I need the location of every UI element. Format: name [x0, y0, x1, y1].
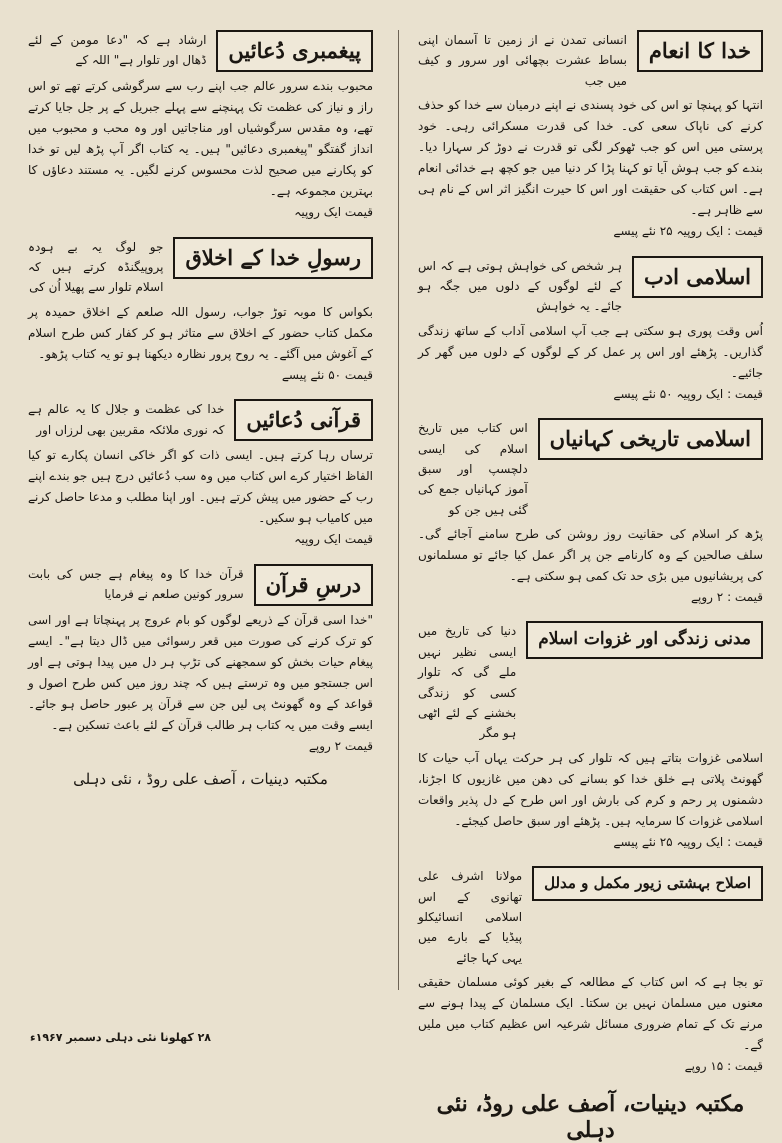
- ad-title: خدا کا انعام: [637, 30, 763, 72]
- ad-price: قیمت : ۱۵ روپے: [684, 1059, 763, 1074]
- ad-price: قیمت ۵۰ نئے پیسے: [281, 367, 373, 382]
- ad-khuda-ka-inaam: [418, 30, 763, 242]
- ad-behishti-zewar: [418, 866, 763, 1076]
- left-column: [28, 30, 373, 788]
- right-column: [418, 30, 763, 1143]
- ad-price: قیمت ۲ روپے: [308, 739, 373, 754]
- ad-price: قیمت : ایک روپیہ ۲۵ نئے پیسے: [613, 834, 763, 849]
- ad-price: قیمت : ایک روپیہ ۲۵ نئے پیسے: [613, 224, 763, 239]
- publisher-name: مکتبہ دینیات، آصف علی روڈ، نئی دہلی: [436, 1090, 745, 1143]
- ad-body: انتہا کو پہنچا تو اس کی خود پسندی نے اپنے درمیان سے خدا کو حذف کرنے کی ناپاک سعی کی۔ خدا کی قدرت مسکرائی رہی۔ خود پرستی میں اس کو جب ٹھوکر لگی تو قدرت نے دوڑ کر سہارا دیا۔ بندے کو جب ہوش آیا تو کہنا پڑا کر دنیا میں جو کچھ ہے خدائی انعام ہے۔ اس کتاب کی حقیقت اور اس کا حیرت انگیز اثر اس کے نام ہی سے ظاہر ہے۔: [418, 98, 763, 218]
- ad-title: مدنی زندگی اور غزوات اسلام: [526, 621, 763, 658]
- ad-body: اُس وقت پوری ہو سکتی ہے جب آپ اسلامی آداب کے ساتھ زندگی گذاریں۔ پڑھئے اور اس پر عمل کر کے لوگوں کے دلوں میں گھر کر جائیے۔: [418, 323, 763, 380]
- ad-intro: جو لوگ یہ بے ہودہ پروپیگنڈہ کرتے ہیں کہ اسلام تلوار سے پھیلا اُن کی: [28, 239, 164, 295]
- ad-price: قیمت : ۲ روپے: [691, 590, 763, 605]
- ad-body: تو بجا ہے کہ اس کتاب کے مطالعہ کے بغیر کوئی مسلمان حقیقی معنوں میں مسلمان نہیں بن سکتا۔ ایک مسلمان کے پیدا ہونے سے مرنے تک کے تمام ضروری مسائل شرعیہ اس عظیم کتاب میں ملیں گے۔: [418, 975, 763, 1053]
- ad-madani-zindagi: [418, 621, 763, 852]
- ad-paighambari-duain: [28, 30, 373, 223]
- ad-title: پیغمبری دُعائیں: [216, 30, 373, 72]
- ad-islami-tareekhi-kahaniyan: [418, 418, 763, 607]
- ad-body: اسلامی غزوات بتاتے ہیں کہ تلوار کی ہر حرکت یہاں آب حیات کا گھونٹ پلاتی ہے خلق خدا کو بسانے کی دھن میں غازیوں کا اجڑنا، دشمنوں پر رحم و کرم کی بارش اور اس طرح کے دل پذیر واقعات اسلامی غزوات کا سرمایہ ہیں۔ پڑھئے اور سبق حاصل کیجئے۔: [418, 750, 763, 828]
- ad-title: درسِ قرآن: [254, 564, 373, 606]
- ad-body: محبوب بندے سرور عالم جب اپنے رب سے سرگوشی کرتے تھے تو اس راز و نیاز کی عظمت تک پہنچنے سے پہلے جبریل کے پر جل جایا کرتے تھے، وہ مقدس سرگوشیاں اور مناجاتیں اور وہ محب و محبوب میں انداز گفتگو "پیغمبری دعائیں" ہیں۔ یہ کتاب اگر آپ پڑھ لیں تو خدا کو پکارنے میں صحیح لذت محسوس کرنے لگیں۔ یہ مستند دعاؤں کا بہترین مجموعہ ہے۔: [28, 79, 373, 199]
- ad-islami-adab: [418, 256, 763, 405]
- ad-intro: ارشاد ہے کہ "دعا مومن کے لئے ڈھال اور تلوار ہے" اللہ کے: [28, 33, 207, 68]
- ad-body: "خدا اسی قرآن کے ذریعے لوگوں کو بام عروج پر پہنچاتا ہے اور اسی کو ترک کرنے کی صورت میں قعر رسوائی میں ڈال دیتا ہے"۔ ایسے پیغام حیات بخش کو سمجھنے کی تڑپ ہر دل میں پیدا ہوتی ہے اور اس جستجو میں وہ ترستے ہیں کہ چند روز میں کس طرح اصول و قواعد کے وہ گھونٹ پی لیں جن سے قرآن پر عبور حاصل ہو جائے۔ ایسے وقت میں یہ کتاب ہر طالب قرآن کے لئے باعث تسکین ہے۔: [28, 613, 373, 733]
- ad-rasool-e-khuda-ke-akhlaq: [28, 237, 373, 386]
- column-divider: [398, 30, 399, 990]
- ad-title: قرآنی دُعائیں: [234, 399, 373, 441]
- ad-intro: ہر شخص کی خواہش ہوتی ہے کہ اس کے لئے لوگوں کے دلوں میں جگہ ہو جائے۔ یہ خواہش: [418, 258, 623, 314]
- ad-title: اصلاح بہشتی زیور مکمل و مدلل: [532, 866, 763, 901]
- ad-body: بکواس کا موبہ توڑ جواب، رسول اللہ صلعم کے اخلاق حمیدہ پر مکمل کتاب حضور کے اخلاق سے متاثر ہو کر کفار کس طرح اسلام کے آغوش میں آگئے۔ یہ روح پرور نظارہ دیکھنا ہو تو یہ کتاب پڑھو۔: [28, 304, 373, 361]
- page-footer: ۲۸ کھلونا نئی دہلی دسمبر ۱۹۶۷ء: [30, 1031, 212, 1044]
- ad-intro: مولانا اشرف علی تھانوی کے اس اسلامی انسائیکلو پیڈیا کے بارے میں یہی کہا جائے: [418, 869, 523, 965]
- ad-title: اسلامی ادب: [632, 256, 763, 298]
- ad-price: قیمت : ایک روپیہ ۵۰ نئے پیسے: [613, 386, 763, 401]
- ad-dars-e-quran: [28, 564, 373, 757]
- ad-intro: خدا کی عظمت و جلال کا یہ عالم ہے کہ نوری ملائکہ مقربین بھی لرزاں اور: [28, 402, 225, 437]
- ad-price: قیمت ایک روپیہ: [294, 532, 373, 547]
- ad-price: قیمت ایک روپیہ: [294, 205, 373, 220]
- ad-intro: قرآن خدا کا وہ پیغام ہے جس کی بابت سرور کونین صلعم نے فرمایا: [28, 566, 244, 602]
- ad-body: پڑھ کر اسلام کی حقانیت روز روشن کی طرح سامنے آجائے گی۔ سلف صالحین کے وہ کارنامے جن پر اگر عمل کیا جائے تو مسلمانوں کی پریشانیوں میں بڑی حد تک کمی ہو سکتی ہے۔: [418, 527, 763, 584]
- ad-title: رسولِ خدا کے اخلاق: [173, 237, 373, 279]
- ad-intro: دنیا کی تاریخ میں ایسی نظیر نہیں ملے گی کہ تلوار کسی کو زندگی بخشنے کے لئے اٹھی ہو مگر: [418, 624, 517, 741]
- ad-intro: اس کتاب میں تاریخ اسلام کی ایسی دلچسپ اور سبق آموز کہانیاں جمع کی گئی ہیں جن کو: [418, 421, 528, 517]
- ad-qurani-duain: [28, 399, 373, 550]
- ad-intro: انسانی تمدن نے از زمین تا آسمان اپنی بساط عشرت بچھائی اور سرور و کیف میں جب: [418, 33, 627, 88]
- ad-title: اسلامی تاریخی کہانیاں: [538, 418, 763, 460]
- publisher-name: مکتبہ دینیات ، آصف علی روڈ ، نئی دہلی: [73, 770, 328, 789]
- ad-body: ترساں رہا کرتے ہیں۔ ایسی ذات کو اگر خاکی انسان پکارے تو کیا الفاظ اختیار کرے اس کتاب میں وہ سب دُعائیں درج ہیں جو بندے اپنے رب کے حضور میں پیش کرتے ہیں۔ اور اپنا مطلب و مدعا حاصل کرنے میں کامیاب ہو سکیں۔: [28, 448, 373, 526]
